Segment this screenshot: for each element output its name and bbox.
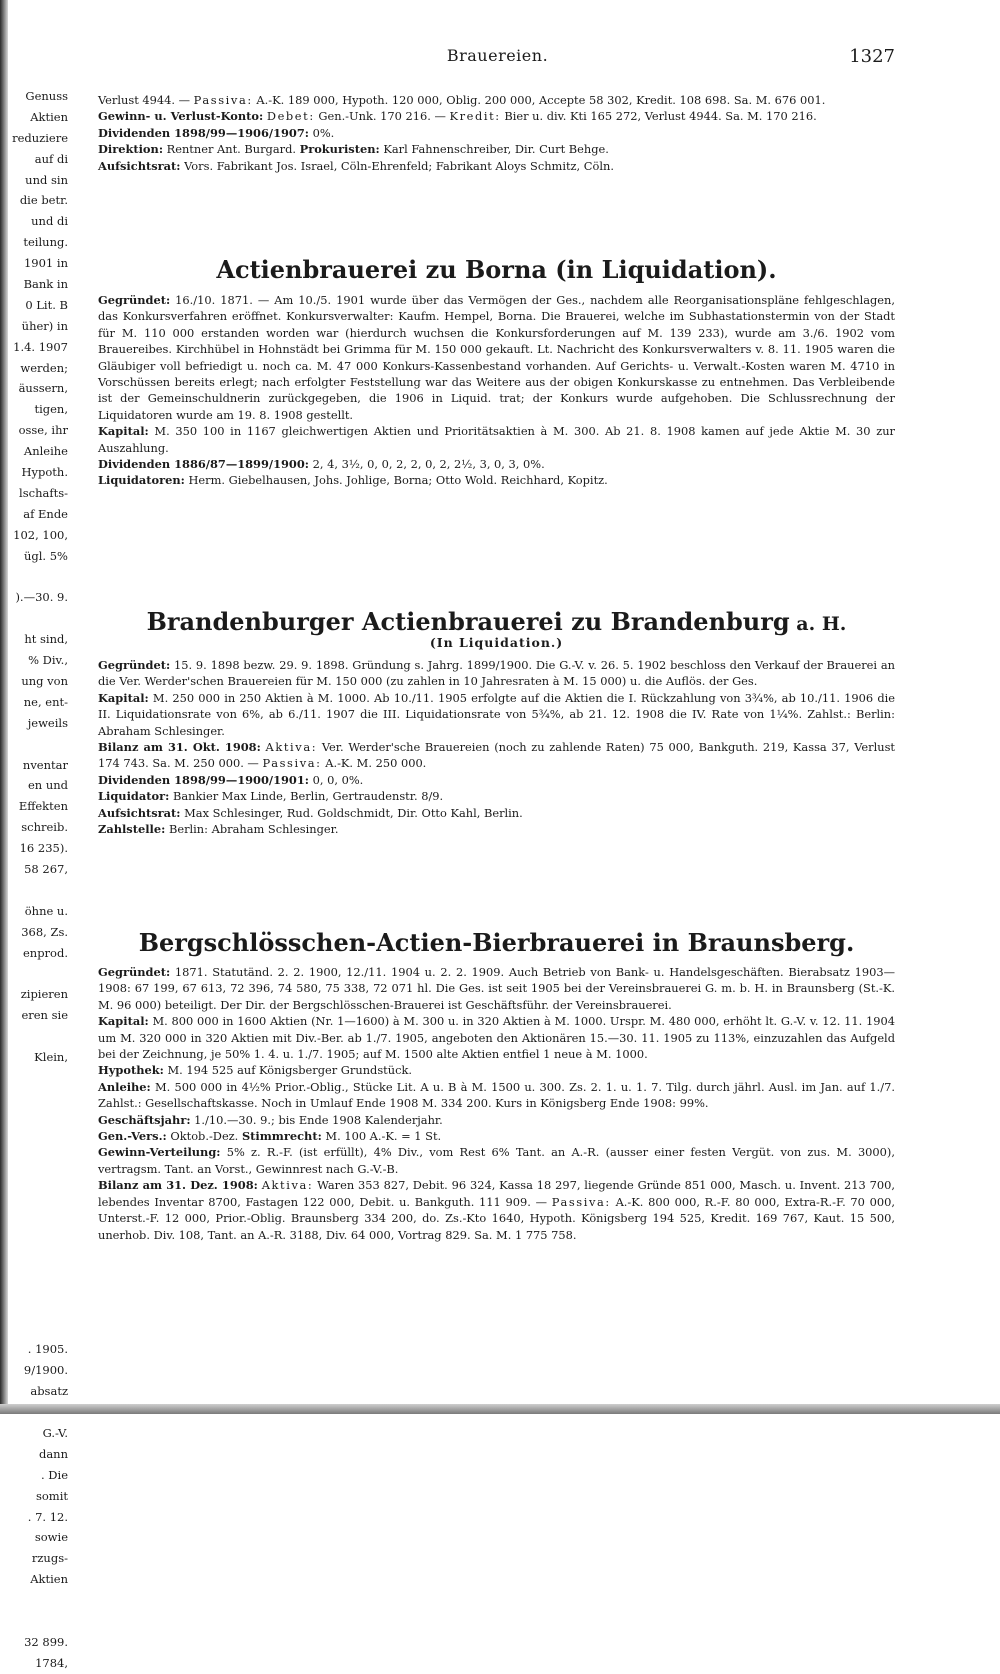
margin-fragment (6, 1611, 68, 1632)
margin-fragment: ügl. 5% (23, 548, 68, 563)
margin-fragment: ung von (21, 673, 68, 688)
entry-brandenburg (98, 657, 895, 837)
margin-fragment: auf di (34, 151, 68, 166)
entry-borna (98, 292, 895, 489)
margin-fragment: % Div., (28, 653, 68, 668)
margin-fragment: und sin (25, 172, 68, 187)
entry-title-brandenburg: Brandenburger Actienbrauerei zu Brandenburg a. H. (146, 607, 847, 636)
liquidators-paragraph: Liquidatoren: Herm. Giebelhausen, Johs. Johlige, Borna; Otto Wold. Reichhard, Kopitz. (98, 473, 608, 488)
margin-fragment: 1.4. 1907 (13, 339, 68, 354)
margin-fragment: Hypoth. (21, 465, 68, 480)
dividends-paragraph: Dividenden 1898/99—1906/1907: 0%. (98, 125, 335, 140)
margin-fragment: ).—30. 9. (15, 590, 68, 605)
adjacent-page-margin-text (6, 86, 68, 1674)
margin-fragment: lschafts- (19, 485, 68, 500)
margin-fragment: Aktien (30, 109, 68, 124)
margin-fragment: Genuss (25, 89, 68, 103)
margin-fragment: eren sie (21, 1008, 68, 1023)
margin-fragment: Aktien (30, 1572, 68, 1587)
margin-fragment: . 1905. (27, 1342, 68, 1357)
margin-fragment (6, 1214, 68, 1235)
margin-fragment (6, 1277, 68, 1298)
margin-fragment: . Die (40, 1467, 68, 1482)
margin-fragment (6, 1110, 68, 1131)
margin-fragment: absatz (30, 1384, 68, 1399)
margin-fragment: 16 235). (19, 841, 68, 856)
margin-fragment: Klein, (34, 1049, 68, 1064)
margin-fragment (6, 880, 68, 901)
margin-fragment: . 7. 12. (27, 1509, 68, 1524)
margin-fragment (6, 1089, 68, 1110)
paying-agent-paragraph: Zahlstelle: Berlin: Abraham Schlesinger. (98, 822, 339, 837)
capital-paragraph: Kapital: M. 250 000 in 250 Aktien à M. 1000. Ab 10./11. 1905 erfolgte auf die Aktien die I. Rückzahlung von 3¾%, ab 10./11. 1906 die II. Liquidationsrate von 6%, ab 6./11. 1907 die III. Liquidationsrate von 5¾%, ab 21. 12. 1908 die IV. Rate von 1¼%. Zahlst.: Berlin: Abraham Schlesinger. (98, 690, 895, 738)
margin-fragment: 368, Zs. (21, 924, 68, 939)
margin-fragment: Effekten (18, 799, 68, 814)
margin-fragment: somit (35, 1488, 68, 1503)
margin-fragment: werden; (20, 360, 68, 375)
margin-fragment: zipieren (20, 987, 68, 1002)
fiscal-year-paragraph: Geschäftsjahr: 1./10.—30. 9.; bis Ende 1908 Kalenderjahr. (98, 1112, 443, 1127)
entry-title-braunsberg: Bergschlösschen-Actien-Bierbrauerei in Braunsberg. (138, 928, 855, 957)
margin-fragment: tigen, (34, 402, 68, 417)
margin-fragment: G.-V. (42, 1426, 68, 1440)
margin-fragment (6, 1256, 68, 1277)
margin-fragment: öhne u. (24, 903, 68, 918)
previous-entry-continuation (98, 92, 895, 174)
margin-fragment (6, 1193, 68, 1214)
margin-fragment (6, 1131, 68, 1152)
liquidator-paragraph: Liquidator: Bankier Max Linde, Berlin, Gertraudenstr. 8/9. (98, 789, 444, 804)
margin-fragment: jeweils (27, 715, 68, 730)
page-header (100, 46, 895, 70)
mortgage-paragraph: Hypothek: M. 194 525 auf Königsberger Grundstück. (98, 1063, 412, 1078)
entry-title-borna: Actienbrauerei zu Borna (in Liquidation). (216, 255, 777, 284)
margin-fragment (6, 1026, 68, 1047)
margin-fragment (6, 963, 68, 984)
margin-fragment (6, 1402, 68, 1423)
profit-distribution-paragraph: Gewinn-Verteilung: 5% z. R.-F. (ist erfüllt), 4% Div., vom Rest 6% Tant. an A.-R. (ausser einer festen Vergüt. von zus. M. 3000), vertragsm. Tant. an Vorst., Gewinnrest nach G.-V.-B. (98, 1145, 895, 1176)
margin-fragment: ne, ent- (23, 694, 68, 709)
margin-fragment: 1784, (35, 1655, 68, 1670)
dividends-paragraph: Dividenden 1898/99—1900/1901: 0, 0, 0%. (98, 772, 364, 787)
general-meeting-paragraph: Gen.-Vers.: Oktob.-Dez. Stimmrecht: M. 100 A.-K. = 1 St. (98, 1129, 442, 1144)
passiva-label: Passiva: (193, 93, 253, 107)
capital-paragraph: Kapital: M. 800 000 in 1600 Aktien (Nr. 1—1600) à M. 300 u. in 320 Aktien à M. 1000. Urspr. M. 480 000, erhöht lt. G.-V. v. 12. 11. 1904 um M. 320 000 in 320 Aktien mit Div.-Ber. ab 1./7. 1905, angeboten den Aktionären 15.—30. 11. 1905 zu 113%, einzuzahlen das Aufgeld bei der Zeichnung, je 50% 1. 4. u. 1./7. 1905; auf M. 1500 alte Aktien entfiel 1 neue à M. 1000. (98, 1014, 895, 1062)
founded-paragraph: Gegründet: 1871. Statutänd. 2. 2. 1900, 12./11. 1904 u. 2. 2. 1909. Auch Betrieb von Bank- u. Handelsgeschäften. Bierabsatz 1903—1908: 67 199, 67 613, 72 396, 74 580, 75 338, 72 071 hl. Die Ges. ist seit 1905 bei der Vereinsbrauerei G. m. b. H. in Braunsberg (St.-K. M. 96 000) beteiligt. Der Dir. der Bergschlösschen-Brauerei ist Geschäftsführ. der Vereinsbrauerei. (98, 965, 895, 1012)
margin-fragment: af Ende (23, 506, 68, 521)
margin-fragment: Anleihe (23, 444, 68, 459)
supervisory-board-paragraph: Aufsichtsrat: Vors. Fabrikant Jos. Israel, Cöln-Ehrenfeld; Fabrikant Aloys Schmitz, Cöln. (98, 158, 614, 173)
profit-loss-paragraph: Gewinn- u. Verlust-Konto: Debet: Gen.-Unk. 170 216. — Kredit: Bier u. div. Kti 165 272, Verlust 4944. Sa. M. 170 216. (98, 109, 817, 124)
scan-shadow-bottom (0, 1404, 1000, 1414)
dividends-paragraph: Dividenden 1886/87—1899/1900: 2, 4, 3½, 0, 0, 2, 2, 0, 2, 2½, 3, 0, 3, 0%. (98, 457, 545, 472)
margin-fragment (6, 734, 68, 755)
margin-fragment: ht sind, (24, 632, 68, 647)
margin-fragment (6, 1151, 68, 1172)
margin-fragment: äussern, (18, 381, 68, 396)
margin-fragment (6, 1235, 68, 1256)
margin-fragment: dann (38, 1446, 68, 1461)
gewinn-label: Gewinn- u. Verlust-Konto: (98, 109, 264, 124)
running-head: Brauereien. (446, 46, 549, 65)
margin-fragment (6, 1172, 68, 1193)
entry-subtitle-liquidation: (In Liquidation.) (429, 635, 564, 650)
page-number: 1327 (849, 46, 895, 67)
margin-fragment: nventar (22, 757, 68, 772)
margin-fragment: 9/1900. (23, 1363, 68, 1378)
margin-fragment: sowie (34, 1530, 68, 1545)
supervisory-board-paragraph: Aufsichtsrat: Max Schlesinger, Rud. Goldschmidt, Dir. Otto Kahl, Berlin. (98, 805, 523, 820)
bond-paragraph: Anleihe: M. 500 000 in 4½% Prior.-Oblig., Stücke Lit. A u. B à M. 1500 u. 300. Zs. 2. 1. u. 1. 7. Tilg. durch jährl. Ausl. im Jan. auf 1./7. Zahlst.: Gesellschaftskasse. Noch in Umlauf Ende 1908 M. 334 200. Kurs in Königsberg Ende 1908: 99%. (98, 1079, 895, 1111)
management-paragraph: Direktion: Rentner Ant. Burgard. Prokuristen: Karl Fahnenschreiber, Dir. Curt Behge. (98, 142, 609, 157)
founded-paragraph: Gegründet: 15. 9. 1898 bezw. 29. 9. 1898. Gründung s. Jahrg. 1899/1900. Die G.-V. v. 26. 5. 1902 beschloss den Verkauf der Brauerei an die Ver. Werder'schen Brauereien für M. 150 000 (zu zahlen in 10 Jahresraten à M. 15 000) u. die Auflös. der Ges. (98, 658, 895, 689)
margin-fragment: und di (31, 214, 68, 229)
margin-fragment: die betr. (19, 193, 68, 208)
margin-fragment: 102, 100, (13, 527, 68, 542)
margin-fragment: osse, ihr (18, 423, 68, 438)
margin-fragment: 0 Lit. B (25, 297, 68, 312)
margin-fragment (6, 1590, 68, 1611)
margin-fragment: 32 899. (24, 1634, 68, 1649)
founded-paragraph: Gegründet: 16./10. 1871. — Am 10./5. 1901 wurde über das Vermögen der Ges., nachdem alle Reorganisationspläne fehlgeschlagen, das Konkursverfahren eröffnet. Konkursverwalter: Kaufm. Hempel, Borna. Die Brauerei, welche im Subhastationstermin von der Stadt für M. 110 000 erstanden worden war (hierdurch wuchsen die Konkursforderungen auf M. 139 233), wurde am 3./6. 1902 vom Brauereibes. Kirchhübel in Hohnstädt bei Grimma für M. 150 000 gekauft. Lt. Nachricht des Konkursverwalters v. 8. 11. 1905 waren die Gläubiger voll befriedigt u. noch ca. M. 47 000 Konkurs-Kassenbestand vorhanden. Auf Gerichts- u. Verwalt.-Kosten waren M. 4710 in Vorschüssen bereits erlegt; nach erfolgter Feststellung war das Weitere aus der obigen Konkurskasse zu entnehmen. Das Verbleibende ist der Gemeinschuldnerin zurückgegeben, die 1906 in Liquid. trat; der Konkurs wurde aufgehoben. Die Schlussrechnung der Liquidatoren wurde am 19. 8. 1908 gestellt. (98, 293, 895, 422)
margin-fragment: üher) in (21, 318, 68, 333)
margin-fragment: 58 267, (24, 861, 68, 876)
margin-fragment (6, 608, 68, 629)
balance-paragraph: Bilanz am 31. Okt. 1908: Aktiva: Ver. Werder'sche Brauereien (noch zu zahlende Raten) 75 000, Bankguth. 219, Kassa 37, Verlust 174 743. Sa. M. 250 000. — Passiva: A.-K. M. 250 000. (98, 740, 896, 771)
margin-fragment (6, 1298, 68, 1319)
margin-fragment (6, 1319, 68, 1340)
margin-fragment: reduziere (12, 130, 68, 145)
margin-fragment (6, 566, 68, 587)
margin-fragment: schreib. (21, 820, 68, 835)
margin-fragment: teilung. (23, 235, 68, 250)
margin-fragment: 1901 in (23, 256, 68, 271)
margin-fragment: en und (27, 778, 68, 793)
margin-fragment (6, 1068, 68, 1089)
margin-fragment: enprod. (22, 945, 68, 960)
balance-paragraph: Verlust 4944. — Passiva: A.-K. 189 000, Hypoth. 120 000, Oblig. 200 000, Accepte 58 302, Kredit. 108 698. Sa. M. 676 001. (98, 93, 826, 107)
balance-paragraph: Bilanz am 31. Dez. 1908: Aktiva: Waren 353 827, Debit. 96 324, Kassa 18 297, liegende Gründe 851 000, Masch. u. Invent. 213 700, lebendes Inventar 8700, Fastagen 122 000, Debit. u. Bankguth. 111 909. — Passiva: A.-K. 800 000, R.-F. 80 000, Extra-R.-F. 70 000, Unterst.-F. 12 000, Prior.-Oblig. Braunsberg 334 200, do. Zs.-Kto 1640, Hypoth. Königsberg 194 525, Kredit. 169 767, Kaut. 15 500, unerhob. Div. 108, Tant. an A.-R. 3188, Div. 64 000, Vortrag 829. Sa. M. 1 775 758. (98, 1178, 895, 1242)
margin-fragment: rzugs- (31, 1551, 68, 1566)
capital-paragraph: Kapital: M. 350 100 in 1167 gleichwertigen Aktien und Prioritätsaktien à M. 300. Ab 21. 8. 1908 kamen auf jede Aktie M. 30 zur Auszahlung. (98, 424, 895, 455)
margin-fragment: Bank in (23, 277, 68, 292)
entry-braunsberg (98, 964, 895, 1243)
